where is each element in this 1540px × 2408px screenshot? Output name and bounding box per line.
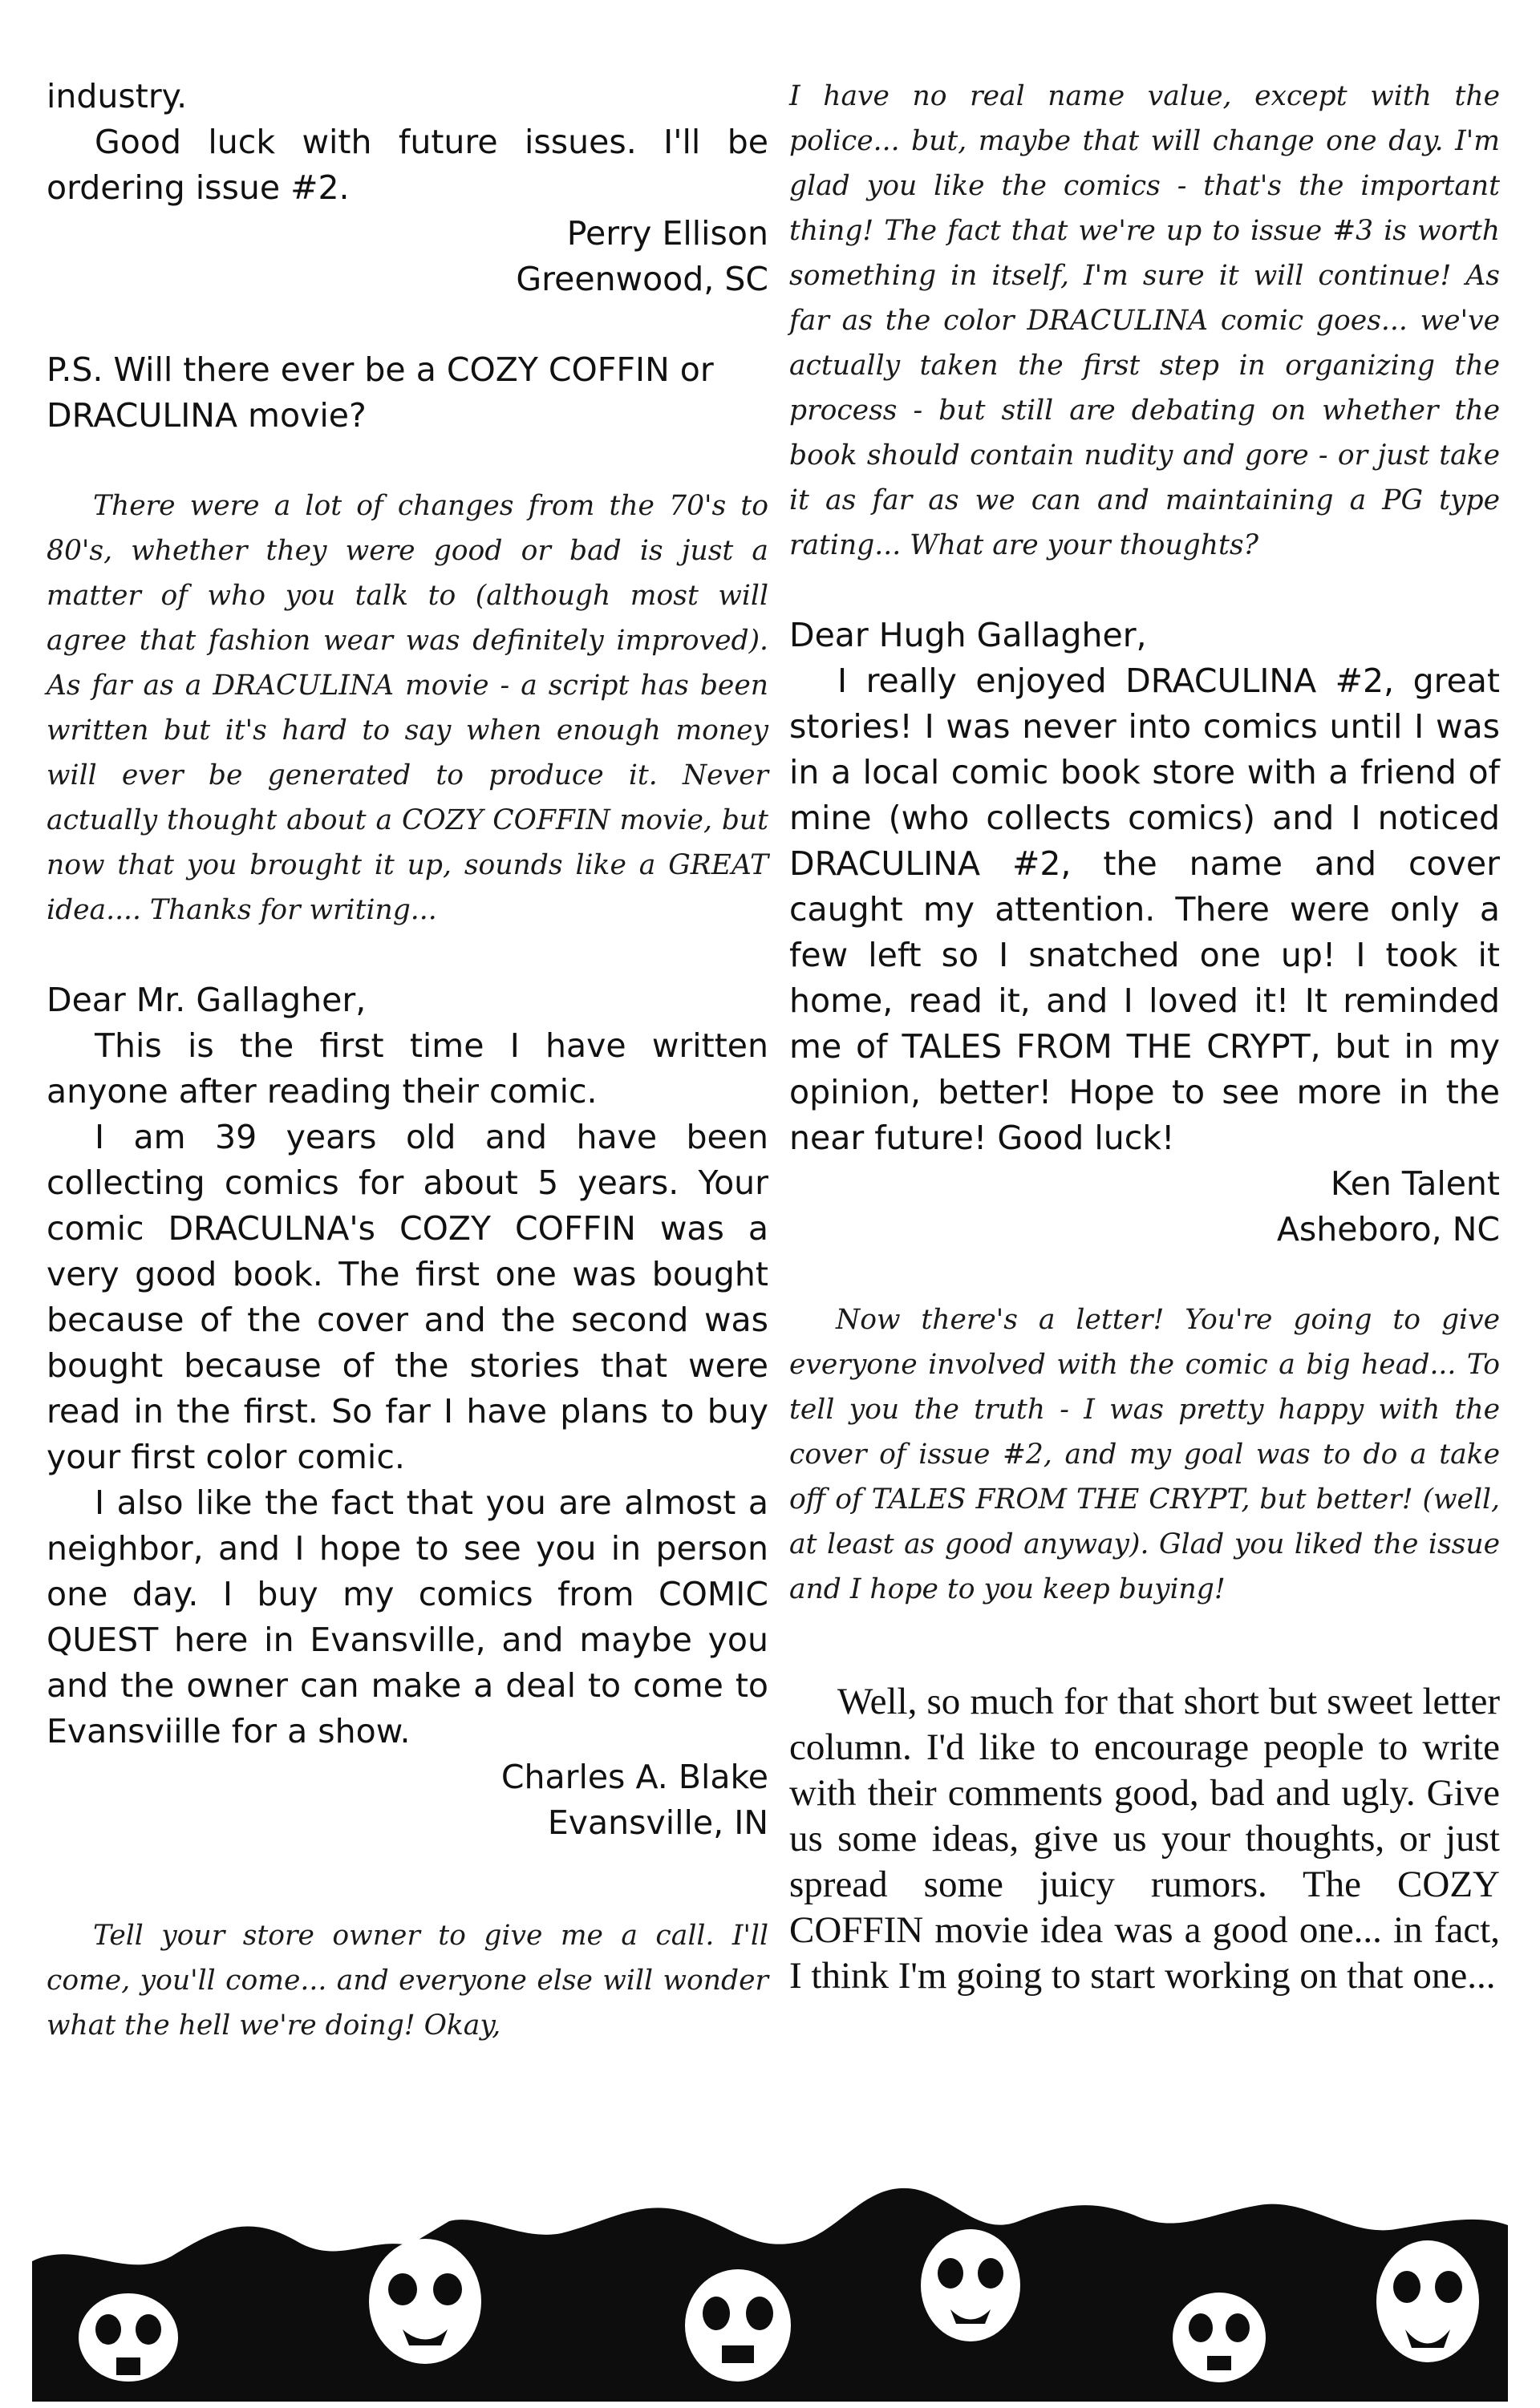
editor-reply-2-continued: I have no real name value, except with the police... but, maybe that will change one day. I'm glad you like the comics - that's the important thing! The fact that we're up to issue #3 is worth something in itself, I'm sure it will continue! As far as the color DRACULINA comic goes... we've actually taken the first step in organizing the process - but still are debating on whether the book should contain nudity and gore - or just take it as far as we can and maintaining a PG type rating... What are your thoughts? [789, 80, 1500, 561]
editor-reply-2: Tell your store owner to give me a call. I'll come, you'll come... and everyone else will wonder what the hell we're doing! Okay, [47, 1920, 768, 2042]
skull [921, 2229, 1020, 2341]
letter2-signature-place: Evansville, IN [547, 1803, 768, 1842]
letter2-salutation: Dear Mr. Gallagher, [47, 981, 367, 1019]
letter1-tail-text: Good luck with future issues. I'll be ordering issue #2. [47, 123, 768, 207]
skull [685, 2269, 791, 2382]
letter1-signature-name: Perry Ellison [566, 214, 768, 253]
letter2-paragraph: I also like the fact that you are almost a neighbor, and I hope to see you in person one day. I buy my comics from COMIC QUEST here in Evansville, and maybe you and the owner can make a deal to come to Evansviille for a show. [47, 1483, 768, 1750]
skull [1376, 2240, 1479, 2362]
letter3-body: I really enjoyed DRACULINA #2, great stories! I was never into comics until I was in a local comic book store with a friend of mine (who collects comics) and I noticed DRACULINA #2, the name and cover caught my attention. There were only a few left so I snatched one up! I took it home, read it, and I loved it! It reminded me of TALES FROM THE CRYPT, but in my opinion, better! Hope to see more in the near future! Good luck! [789, 662, 1500, 1157]
letter2-signature-name: Charles A. Blake [500, 1758, 768, 1796]
editor-reply-3: Now there's a letter! You're going to give everyone involved with the comic a big head... To tell you the truth - I was pretty happy with the cover of issue #2, and my goal was to do a take off of TALES FROM THE CRYPT, but better! (well, at least as good anyway). Glad you liked the issue and I hope to you keep buying! [789, 1304, 1500, 1605]
skull-border-icon [32, 2165, 1508, 2402]
right-column [789, 74, 1500, 1999]
left-column [47, 74, 768, 2048]
letter1-signature-place: Greenwood, SC [516, 260, 768, 298]
skull [369, 2239, 481, 2364]
skull [79, 2293, 178, 2382]
letter3-signature-name: Ken Talent [1330, 1164, 1500, 1203]
letter2-paragraph: This is the first time I have written anyone after reading their comic. [47, 1026, 768, 1111]
letter3-signature-place: Asheboro, NC [1276, 1210, 1500, 1249]
letter1-tail-line: industry. [47, 77, 188, 115]
letter2-paragraph: I am 39 years old and have been collecting comics for about 5 years. Your comic DRACULNA's COZY COFFIN was a very good book. The first one was bought because of the cover and the second was bought because of the stories that were read in the first. So far I have plans to buy your first color comic. [47, 1118, 768, 1476]
editor-reply-1: There were a lot of changes from the 70's to 80's, whether they were good or bad is just a matter of who you talk to (although most will agree that fashion wear was definitely improved). As far as a DRACULINA movie - a script has been written but it's hard to say when enough money will ever be generated to produce it. Never actually thought about a COZY COFFIN movie, but now that you brought it up, sounds like a GREAT idea.... Thanks for writing... [47, 490, 768, 926]
skull [1173, 2293, 1266, 2382]
letter3-salutation: Dear Hugh Gallagher, [789, 616, 1147, 654]
closing-note: Well, so much for that short but sweet letter column. I'd like to encourage people to write with their comments good, bad and ugly. Give us some ideas, give us your thoughts, or just spread some juicy rumors. The COZY COFFIN movie idea was a good one... in fact, I think I'm going to start working on that one... [789, 1681, 1500, 1997]
letter1-postscript: P.S. Will there ever be a COZY COFFIN or DRACULINA movie? [47, 350, 714, 435]
